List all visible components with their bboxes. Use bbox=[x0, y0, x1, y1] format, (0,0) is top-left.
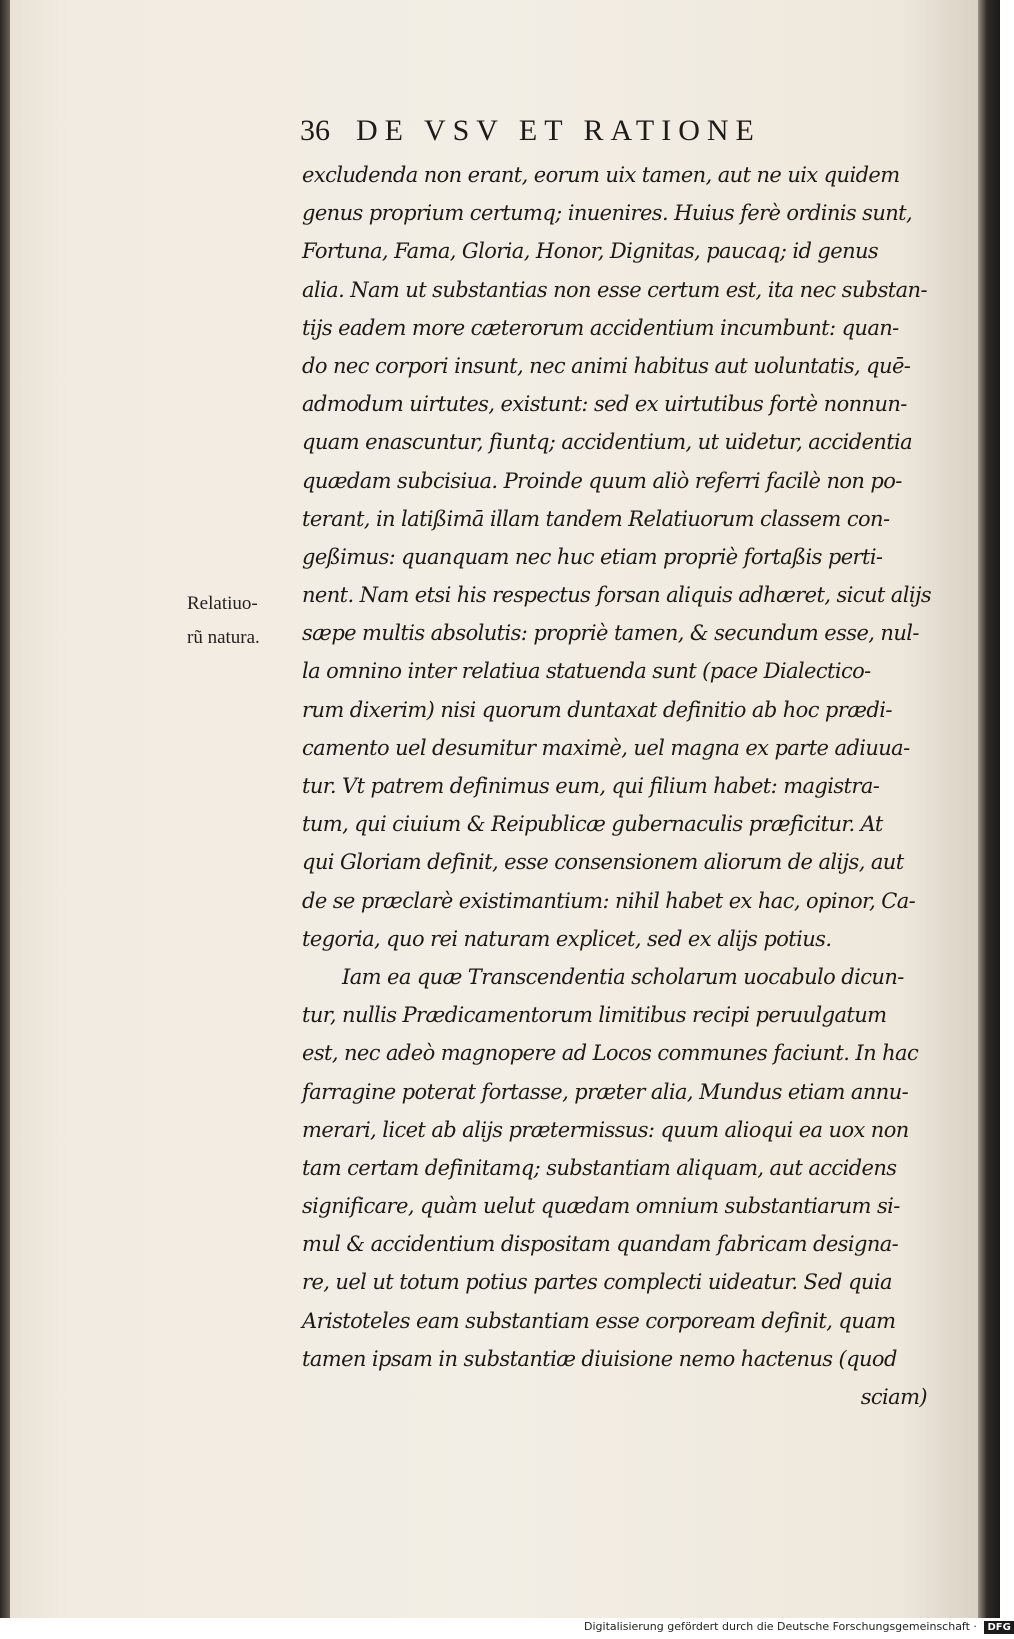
text-line: quam enascuntur, fiuntq; accidentium, ut uidetur, accidentia bbox=[302, 430, 913, 455]
text-line: tur. Vt patrem definimus eum, qui filium habet: magistra- bbox=[302, 774, 880, 798]
text-line: Iam ea quæ Transcendentia scholarum uocabulo dicun- bbox=[342, 964, 904, 989]
text-line: qui Gloriam definit, esse consensionem aliorum de alijs, aut bbox=[302, 850, 904, 875]
text-line: tamen ipsam in substantiæ diuisione nemo hactenus (quod bbox=[302, 1346, 897, 1371]
digitization-credit bbox=[584, 1620, 1014, 1634]
text-line: est, nec adeò magnopere ad Locos communes faciunt. In hac bbox=[302, 1041, 919, 1066]
marginal-note-line: Relatiuo- bbox=[187, 593, 258, 614]
binding-edge-right bbox=[978, 0, 1000, 1618]
text-line: nent. Nam etsi his respectus forsan aliquis adhæret, sicut alijs bbox=[302, 583, 932, 608]
text-line: farragine poterat fortasse, præter alia, Mundus etiam annu- bbox=[302, 1079, 909, 1104]
text-line: tum, qui ciuium & Reipublicæ gubernaculis præficitur. At bbox=[302, 812, 883, 837]
marginal-note-line: rũ natura. bbox=[187, 627, 260, 648]
text-line: alia. Nam ut substantias non esse certum est, ita nec substan- bbox=[302, 277, 927, 302]
text-line: quædam subcisiua. Proinde quum aliò referri facilè non po- bbox=[302, 468, 902, 493]
text-line: sæpe multis absolutis: propriè tamen, & secundum esse, nul- bbox=[302, 621, 919, 646]
running-head bbox=[300, 114, 860, 148]
marginal-note bbox=[187, 587, 297, 655]
dfg-logo: DFG bbox=[984, 1621, 1013, 1634]
text-line: de se præclarè existimantium: nihil habet ex hac, opinor, Ca- bbox=[302, 888, 916, 913]
text-line: camento uel desumitur maximè, uel magna ex parte adiuua- bbox=[302, 735, 910, 760]
text-line: terant, in latißimā illam tandem Relatiuorum classem con- bbox=[302, 506, 890, 531]
running-title: DE VSV ET RATIONE bbox=[356, 114, 761, 147]
text-line: Fortuna, Fama, Gloria, Honor, Dignitas, paucaq; id genus bbox=[302, 239, 879, 264]
credit-text: Digitalisierung gefördert durch die Deutsche Forschungsgemeinschaft bbox=[584, 1620, 970, 1633]
text-line: admodum uirtutes, existunt: sed ex uirtutibus fortè nonnun- bbox=[302, 392, 907, 417]
text-line: excludenda non erant, eorum uix tamen, aut ne uix quidem bbox=[302, 163, 900, 187]
text-line: do nec corpori insunt, nec animi habitus aut uoluntatis, quē- bbox=[302, 353, 911, 378]
text-line: tegoria, quo rei naturam explicet, sed ex alijs potius. bbox=[302, 926, 832, 951]
text-line: geßimus: quanquam nec huc etiam propriè fortaßis perti- bbox=[302, 544, 883, 569]
text-line: la omnino inter relatiua statuenda sunt (pace Dialectico- bbox=[302, 659, 871, 684]
text-line: tijs eadem more cæterorum accidentium incumbunt: quan- bbox=[302, 315, 899, 340]
page-number: 36 bbox=[300, 114, 330, 147]
text-line: re, uel ut totum potius partes complecti uideatur. Sed quia bbox=[302, 1270, 892, 1295]
text-line: tur, nullis Prædicamentorum limitibus recipi peruulgatum bbox=[302, 1003, 887, 1028]
text-line: significare, quàm uelut quædam omnium substantiarum si- bbox=[302, 1194, 900, 1219]
dot-separator: · bbox=[969, 1620, 981, 1633]
text-line: genus proprium certumq; inuenires. Huius ferè ordinis sunt, bbox=[302, 201, 913, 226]
binding-edge-left bbox=[0, 0, 10, 1639]
text-line: tam certam definitamq; substantiam aliquam, aut accidens bbox=[302, 1155, 897, 1180]
text-line: Aristoteles eam substantiam esse corpoream definit, quam bbox=[302, 1308, 896, 1333]
text-line: rum dixerim) nisi quorum duntaxat definitio ab hoc prædi- bbox=[302, 697, 892, 722]
text-line: mul & accidentium dispositam quandam fabricam designa- bbox=[302, 1232, 899, 1257]
catchword: sciam) bbox=[860, 1385, 927, 1409]
main-text bbox=[302, 156, 942, 1416]
text-line: merari, licet ab alijs prætermissus: quum alioqui ea uox non bbox=[302, 1117, 909, 1142]
